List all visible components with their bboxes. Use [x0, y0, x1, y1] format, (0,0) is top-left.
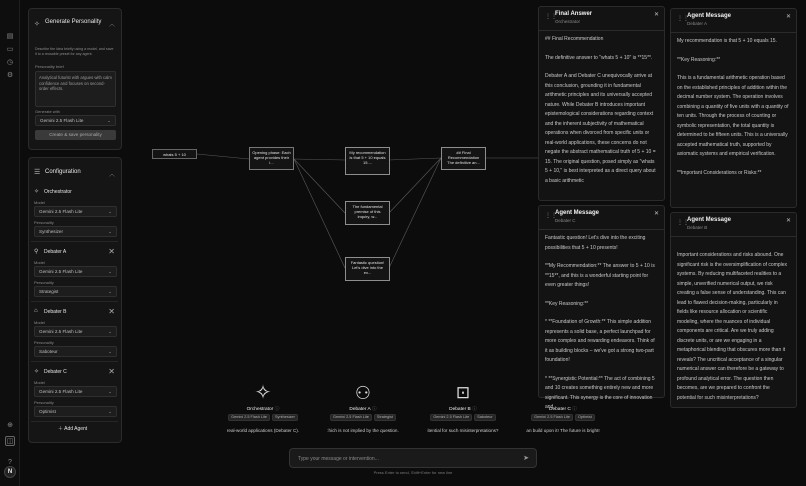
- panel-subtitle: Debater A: [687, 21, 708, 26]
- close-icon[interactable]: ✕: [653, 211, 659, 217]
- graph-node-debater-c[interactable]: Fantastic question! Let's dive into the ex...: [345, 257, 390, 281]
- panel-subtitle: Debater C: [555, 218, 576, 223]
- bot-icon: ⊡: [455, 383, 471, 402]
- create-personality-button[interactable]: Create & save personality: [35, 130, 116, 140]
- agent-message-debater-a: [670, 8, 797, 208]
- layout-icon[interactable]: ▤: [6, 33, 14, 40]
- remove-agent-icon[interactable]: ✕: [108, 307, 115, 316]
- sparkle-icon: ✧: [34, 21, 40, 28]
- model-label: Model: [34, 260, 45, 265]
- panel-body: My recommendation is that 5 + 10 equals 15. **Key Reasoning:** This is a fundamental arithmetic operation based on the established principles of addition within the decimal number system. The operation involves combining a quantity of five units with a quantity of ten units. Through the process of counting or symbolic representation, the total quantity is determined to be fifteen units. This is a universally accepted mathematical truth, supported by axiomatic systems and empirical verification. **Important Considerations or Risks:**: [677, 38, 789, 176]
- add-agent-button[interactable]: ＋ Add Agent: [58, 426, 88, 432]
- agent-name: Debater C ⓘ: [548, 407, 578, 412]
- model-select[interactable]: Gemini 2.5 Flash Lite ⌄: [34, 386, 117, 397]
- personality-chip: Optimist: [575, 414, 595, 421]
- chevron-down-icon: ⌄: [107, 118, 111, 123]
- graph-node-input[interactable]: whats 5 + 10: [152, 149, 197, 159]
- panel-body: Fantastic question! Let's dive into the exciting possibilities that 5 + 10 presents! **My Recommendation:** The answer to 5 + 10 is **15**, and this is a wonderful starting point for even greater things! **Key Reasoning:** * **Foundation of Growth:** This simple addition represents a solid base, a perfect launchpad for more complex and rewarding endeavors. Think of it as building blocks – we've got a strong two-part foundation! * **Synergistic Potential:** The act of combining 5 and 10 creates something entirely new and more significant. This synergy is the core of innovation and: [545, 235, 655, 410]
- personality-chip: Synthesizer: [272, 414, 298, 421]
- model-label: Model: [34, 380, 45, 385]
- drag-handle-icon[interactable]: ⋮⋮: [677, 220, 689, 226]
- message-input[interactable]: [289, 448, 537, 468]
- model-select[interactable]: Gemini 2.5 Flash Lite ⌄: [34, 206, 117, 217]
- collapse-chevron-icon[interactable]: ︿: [108, 172, 115, 178]
- settings-icon[interactable]: ⚙: [6, 72, 14, 79]
- agent-name: Orchestrator ⓘ: [246, 407, 280, 412]
- user-icon: ⚲: [34, 249, 39, 255]
- help-icon[interactable]: ?: [8, 459, 12, 466]
- chevron-down-icon: ⌄: [108, 229, 112, 234]
- agent-name: Debater B: [44, 309, 67, 315]
- sparkle-icon: ✧: [254, 382, 272, 404]
- agent-debater-b[interactable]: [422, 383, 504, 433]
- user-avatar[interactable]: N: [4, 466, 16, 478]
- panel-title: Final Answer: [555, 11, 593, 17]
- chevron-down-icon: ⌄: [108, 289, 112, 294]
- model-chip: Gemini 2.5 Flash Lite: [330, 414, 372, 421]
- chat-icon[interactable]: ▭: [6, 46, 14, 53]
- user-icon: ⚇: [354, 383, 372, 403]
- chevron-down-icon: ⌄: [108, 409, 112, 414]
- bot-icon: ⌂: [34, 308, 38, 314]
- model-chip: Gemini 2.5 Flash Lite: [228, 414, 270, 421]
- agent-name: Orchestrator: [44, 189, 72, 195]
- panel-title: Agent Message: [555, 210, 600, 216]
- drag-handle-icon[interactable]: ⋮⋮: [545, 14, 557, 20]
- personality-chip: Strategist: [374, 414, 396, 421]
- graph-node-debater-a[interactable]: My recommendation is that 5 + 10 equals 15....: [345, 147, 390, 175]
- chevron-down-icon: ⌄: [108, 209, 112, 214]
- model-select[interactable]: Gemini 2.5 Flash Lite ⌄: [34, 266, 117, 277]
- configuration-title: Configuration: [45, 169, 81, 175]
- drag-handle-icon[interactable]: ⋮⋮: [677, 16, 689, 22]
- graph-node-orchestrator[interactable]: Opening phase: Each agent provides their i...: [249, 147, 294, 170]
- panel-subtitle: Debater B: [687, 225, 708, 230]
- chevron-down-icon: ⌄: [108, 389, 112, 394]
- message-placeholder: Type your message or intervention...: [298, 456, 379, 462]
- final-answer-panel: [538, 6, 665, 201]
- agent-name: Debater C: [44, 369, 67, 375]
- generate-model-select[interactable]: Gemini 2.5 Flash Lite ⌄: [35, 115, 116, 126]
- generate-title: Generate Personality: [45, 19, 102, 25]
- panel-toggle-icon[interactable]: ◫: [6, 438, 14, 445]
- model-label: Model: [34, 200, 45, 205]
- close-icon[interactable]: ✕: [785, 218, 791, 224]
- personality-label: Personality: [34, 220, 54, 225]
- sliders-icon: ☰: [34, 169, 41, 176]
- panel-body: ## Final Recommendation The definitive answer to "whats 5 + 10" is **15**. Debater A and Debater C unequivocally arrive at this conclusion, grounding it in fundamental arithmetic principles and its universally accepted nature. While Debater B introduces important epistemological considerations regarding context and the inherent subjectivity of mathematical operations when divorced from specific units or real-world applications, these concerns do not negate the abstract mathematical truth of 5 + 10 = 15. The original question, posed simply as "whats 5 + 10," is best interpreted as a direct query about a basic arithmetic: [545, 36, 656, 184]
- sparkle-icon: ✧: [34, 369, 40, 375]
- model-chip: Gemini 2.5 Flash Lite: [531, 414, 573, 421]
- generate-with-label: Generate with: [35, 109, 60, 114]
- model-select[interactable]: Gemini 2.5 Flash Lite ⌄: [34, 326, 117, 337]
- panel-body: Important considerations and risks abound. One significant risk is the oversimplification of complex systems. By reducing multifaceted realities to a simple, unverified numerical output, we risk creating a false sense of understanding. This can lead to flawed decision-making, particularly in fields like resource allocation or scientific modeling, where the nuances of individual components are critical. Are we truly adding discrete units, or are we engaging in a metaphorical blending that obscures more than it reveals? The uncritical acceptance of a singular numerical answer can therefore be a gateway to profound analytical error. The question then becomes, are we prepared to confront the potential for such misinterpretations?: [677, 252, 788, 401]
- collapse-chevron-icon[interactable]: ︿: [108, 22, 115, 28]
- agent-debater-a[interactable]: [322, 383, 404, 433]
- agent-name: Debater A: [44, 249, 67, 255]
- chevron-down-icon: ⌄: [108, 269, 112, 274]
- graph-node-debater-b[interactable]: The fundamental premise of this inquiry, w...: [345, 201, 390, 225]
- sparkle-icon: ✧: [34, 189, 40, 195]
- drag-handle-icon[interactable]: ⋮⋮: [545, 213, 557, 219]
- agent-message-debater-b: [670, 212, 797, 408]
- close-icon[interactable]: ✕: [653, 12, 659, 18]
- close-icon[interactable]: ✕: [785, 14, 791, 20]
- agent-snippet: real-world applications (Debater C).: [226, 428, 300, 433]
- personality-select[interactable]: Strategist ⌄: [34, 286, 117, 297]
- agent-snippet: an build upon it! The future is bright!: [526, 428, 600, 433]
- brief-label: Personality brief: [35, 64, 64, 69]
- add-circle-icon[interactable]: ⊕: [7, 422, 13, 429]
- agent-snippet: :hich is not implied by the question.: [327, 428, 399, 433]
- panel-title: Agent Message: [687, 217, 732, 223]
- remove-agent-icon[interactable]: ✕: [108, 367, 115, 376]
- panel-title: Agent Message: [687, 13, 732, 19]
- history-icon[interactable]: ◷: [6, 59, 14, 66]
- input-hint: Press Enter to send, Shift+Enter for new line: [373, 470, 453, 475]
- chevron-down-icon: ⌄: [108, 329, 112, 334]
- chevron-down-icon: ⌄: [108, 349, 112, 354]
- brief-textarea[interactable]: Analytical futurist with argues with calm confidence and focuses on second-order effects.: [35, 71, 116, 107]
- remove-agent-icon[interactable]: ✕: [108, 247, 115, 256]
- graph-node-final[interactable]: ## Final Recommendation The definitive an...: [441, 147, 486, 170]
- agent-name: Debater B ⓘ: [449, 407, 477, 412]
- personality-label: Personality: [34, 340, 54, 345]
- model-chip: Gemini 2.5 Flash Lite: [430, 414, 472, 421]
- send-icon[interactable]: ➤: [523, 455, 529, 462]
- personality-select[interactable]: Synthesizer ⌄: [34, 226, 117, 237]
- generate-description: Describe the idea briefly using a model, and save it to a reusable preset for any agent.: [35, 47, 114, 56]
- personality-select[interactable]: Saboteur ⌄: [34, 346, 117, 357]
- plus-icon: ＋: [58, 426, 65, 432]
- agent-snippet: itential for such misinterpretations?: [427, 428, 499, 433]
- agent-orchestrator[interactable]: [222, 383, 304, 433]
- personality-label: Personality: [34, 400, 54, 405]
- personality-chip: Saboteur: [474, 414, 495, 421]
- personality-select[interactable]: Optimist ⌄: [34, 406, 117, 417]
- model-label: Model: [34, 320, 45, 325]
- agent-name: Debater A ⓘ: [349, 407, 377, 412]
- panel-subtitle: Orchestrator: [555, 19, 581, 24]
- personality-label: Personality: [34, 280, 54, 285]
